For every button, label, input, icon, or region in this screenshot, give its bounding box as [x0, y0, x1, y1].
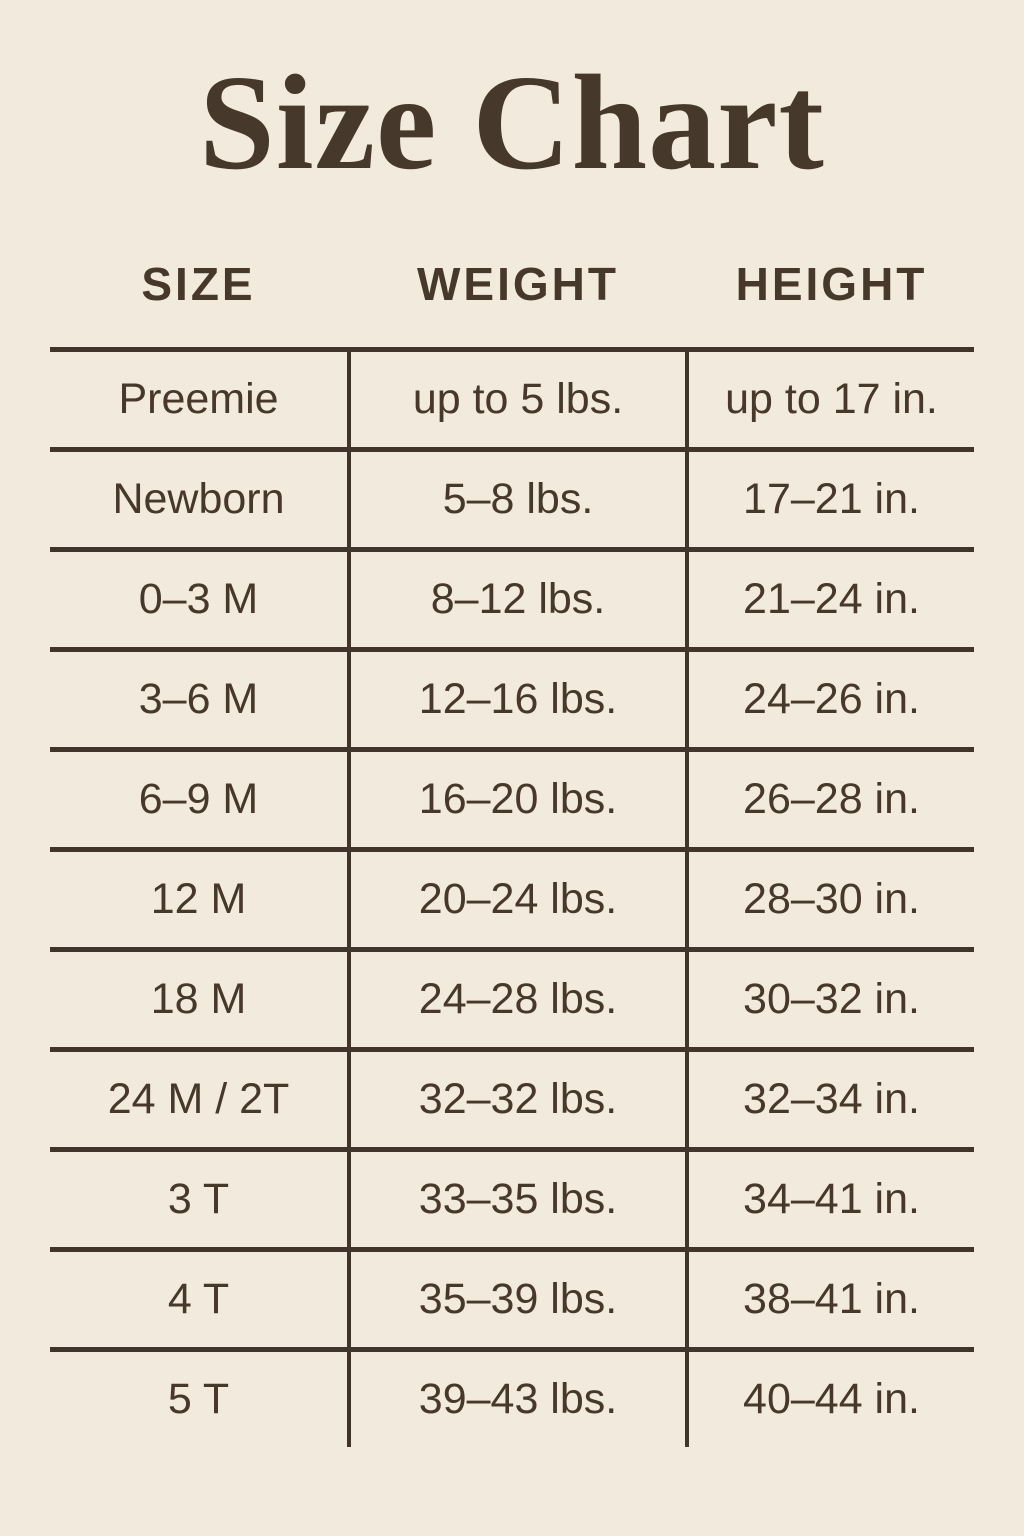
weight-cell: 33–35 lbs. — [347, 1147, 689, 1247]
size-cell: 0–3 M — [50, 547, 347, 647]
table-body — [50, 347, 974, 1447]
weight-cell: 32–32 lbs. — [347, 1047, 689, 1147]
weight-cell: 39–43 lbs. — [347, 1347, 689, 1447]
height-cell: up to 17 in. — [689, 347, 974, 447]
weight-cell: 24–28 lbs. — [347, 947, 689, 1047]
weight-cell: 5–8 lbs. — [347, 447, 689, 547]
weight-cell: 12–16 lbs. — [347, 647, 689, 747]
size-cell: 18 M — [50, 947, 347, 1047]
height-cell: 30–32 in. — [689, 947, 974, 1047]
column-header-weight: WEIGHT — [417, 257, 619, 310]
height-cell: 38–41 in. — [689, 1247, 974, 1347]
size-cell: 4 T — [50, 1247, 347, 1347]
weight-cell: 35–39 lbs. — [347, 1247, 689, 1347]
page-title: Size Chart — [199, 48, 825, 198]
size-chart-table — [50, 257, 974, 1447]
size-cell: 3 T — [50, 1147, 347, 1247]
size-cell: 6–9 M — [50, 747, 347, 847]
size-cell: Preemie — [50, 347, 347, 447]
column-header-size: SIZE — [141, 257, 256, 310]
size-cell: Newborn — [50, 447, 347, 547]
height-cell: 40–44 in. — [689, 1347, 974, 1447]
height-cell: 34–41 in. — [689, 1147, 974, 1247]
size-cell: 5 T — [50, 1347, 347, 1447]
height-cell: 32–34 in. — [689, 1047, 974, 1147]
weight-cell: 20–24 lbs. — [347, 847, 689, 947]
size-cell: 24 M / 2T — [50, 1047, 347, 1147]
weight-cell: up to 5 lbs. — [347, 347, 689, 447]
table-header-row — [50, 257, 974, 347]
height-cell: 26–28 in. — [689, 747, 974, 847]
column-header-height: HEIGHT — [735, 257, 928, 310]
size-cell: 3–6 M — [50, 647, 347, 747]
size-cell: 12 M — [50, 847, 347, 947]
weight-cell: 8–12 lbs. — [347, 547, 689, 647]
height-cell: 28–30 in. — [689, 847, 974, 947]
height-cell: 24–26 in. — [689, 647, 974, 747]
height-cell: 17–21 in. — [689, 447, 974, 547]
height-cell: 21–24 in. — [689, 547, 974, 647]
weight-cell: 16–20 lbs. — [347, 747, 689, 847]
